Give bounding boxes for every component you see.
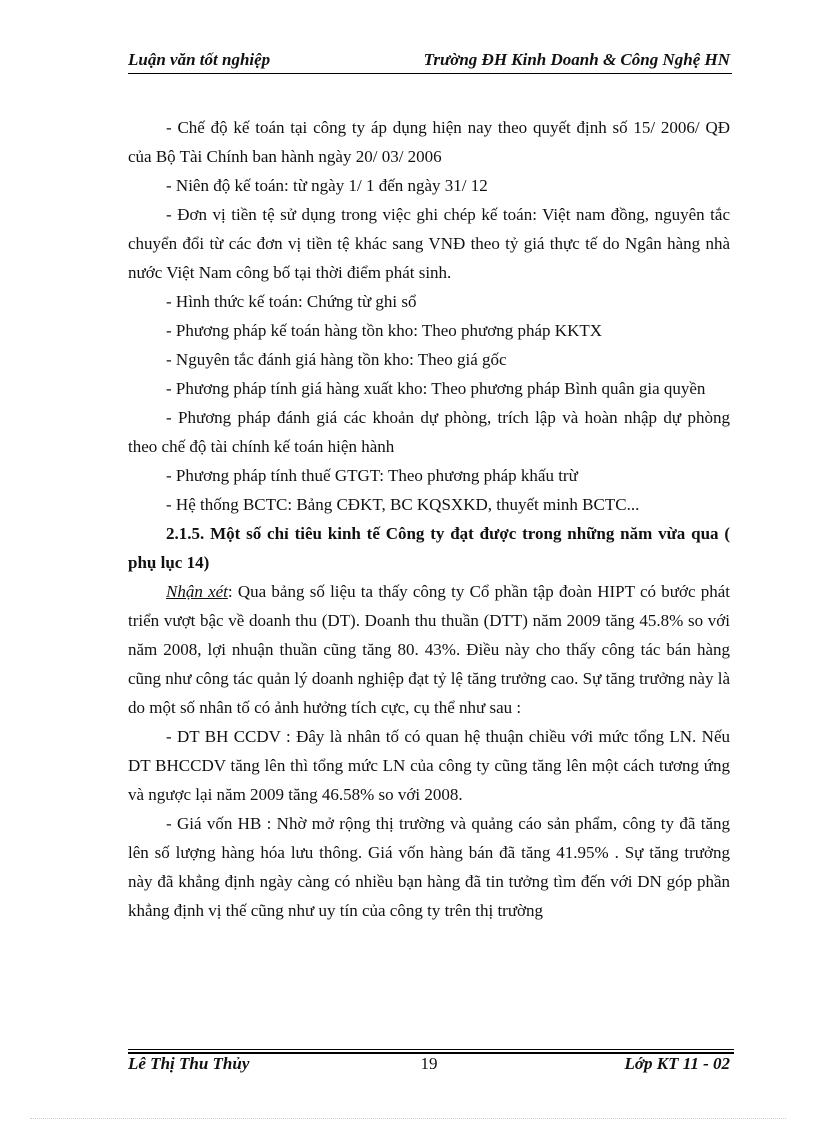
paragraph-provisions: - Phương pháp đánh giá các khoản dự phòng, trích lập và hoàn nhập dự phòng theo chế độ tài chính kế toán hiện hành bbox=[128, 408, 730, 456]
page-number: 19 bbox=[420, 1054, 438, 1073]
paragraph-currency: - Đơn vị tiền tệ sử dụng trong việc ghi chép kế toán: Việt nam đồng, nguyên tắc chuyển đổi từ các đơn vị tiền tệ khác sang VNĐ theo tỷ giá thực tế do Ngân hàng nhà nước Việt Nam công bố tại thời điểm phát sinh. bbox=[128, 205, 730, 282]
document-body bbox=[128, 113, 730, 925]
header-university: Trường ĐH Kinh Doanh & Công Nghệ HN bbox=[423, 50, 730, 69]
paragraph-vat-method: - Phương pháp tính thuế GTGT: Theo phương pháp khấu trừ bbox=[166, 466, 578, 485]
paragraph-export-pricing: - Phương pháp tính giá hàng xuất kho: Theo phương pháp Bình quân gia quyền bbox=[166, 379, 706, 398]
paragraph-cost-factor: - Giá vốn HB : Nhờ mở rộng thị trường và quảng cáo sản phẩm, công ty đã tăng lên số lượng hàng hóa lưu thông. Giá vốn hàng bán đã tăng 41.95% . Sự tăng trưởng này đã khẳng định ngày càng có nhiều bạn hàng đã tin tưởng tìm đến với DN góp phần khẳng định vị thế cũng như uy tín của công ty trên thị trường bbox=[128, 814, 730, 920]
paragraph-comment bbox=[128, 577, 730, 722]
footer-divider-thin bbox=[128, 1049, 734, 1050]
comment-text: : Qua bảng số liệu ta thấy công ty Cổ phần tập đoàn HIPT có bước phát triển vượt bậc về doanh thu (DT). Doanh thu thuần (DTT) năm 2009 tăng 45.8% so với năm 2008, lợi nhuận thuần cũng tăng 80. 43%. Điều này cho thấy công tác bán hàng cũng như công tác quản lý doanh nghiệp đạt tỷ lệ tăng trưởng cao. Sự tăng trưởng này là do một số nhân tố có ảnh hưởng tích cực, cụ thể như sau : bbox=[128, 582, 730, 717]
paragraph-revenue-factor: - DT BH CCDV : Đây là nhân tố có quan hệ thuận chiều với mức tổng LN. Nếu DT BHCCDV tăng lên thì tổng mức LN của công ty cũng tăng lên một cách tương ứng và ngược lại năm 2009 tăng 46.58% so với 2008. bbox=[128, 727, 730, 804]
page-footer bbox=[128, 1054, 730, 1078]
header-divider bbox=[128, 73, 732, 74]
paragraph-inventory-method: - Phương pháp kế toán hàng tồn kho: Theo phương pháp KKTX bbox=[166, 321, 603, 340]
bottom-dotted-edge bbox=[30, 1118, 786, 1119]
paragraph-financial-reports: - Hệ thống BCTC: Bảng CĐKT, BC KQSXKD, thuyết minh BCTC... bbox=[166, 495, 640, 514]
paragraph-fiscal-year: - Niên độ kế toán: từ ngày 1/ 1 đến ngày 31/ 12 bbox=[166, 176, 488, 195]
paragraph-accounting-form: - Hình thức kế toán: Chứng từ ghi sổ bbox=[166, 292, 417, 311]
comment-label: Nhận xét bbox=[166, 582, 228, 601]
header-thesis-title: Luận văn tốt nghiệp bbox=[128, 50, 271, 69]
paragraph-inventory-valuation: - Nguyên tắc đánh giá hàng tồn kho: Theo giá gốc bbox=[166, 350, 507, 369]
section-heading: 2.1.5. Một số chỉ tiêu kinh tế Công ty đạt được trong những năm vừa qua ( phụ lục 14) bbox=[128, 524, 730, 572]
footer-author: Lê Thị Thu Thủy bbox=[128, 1054, 250, 1073]
paragraph-accounting-regime: - Chế độ kế toán tại công ty áp dụng hiện nay theo quyết định số 15/ 2006/ QĐ của Bộ Tài Chính ban hành ngày 20/ 03/ 2006 bbox=[128, 118, 730, 166]
page-header bbox=[128, 50, 730, 72]
footer-class: Lớp KT 11 - 02 bbox=[624, 1054, 730, 1073]
